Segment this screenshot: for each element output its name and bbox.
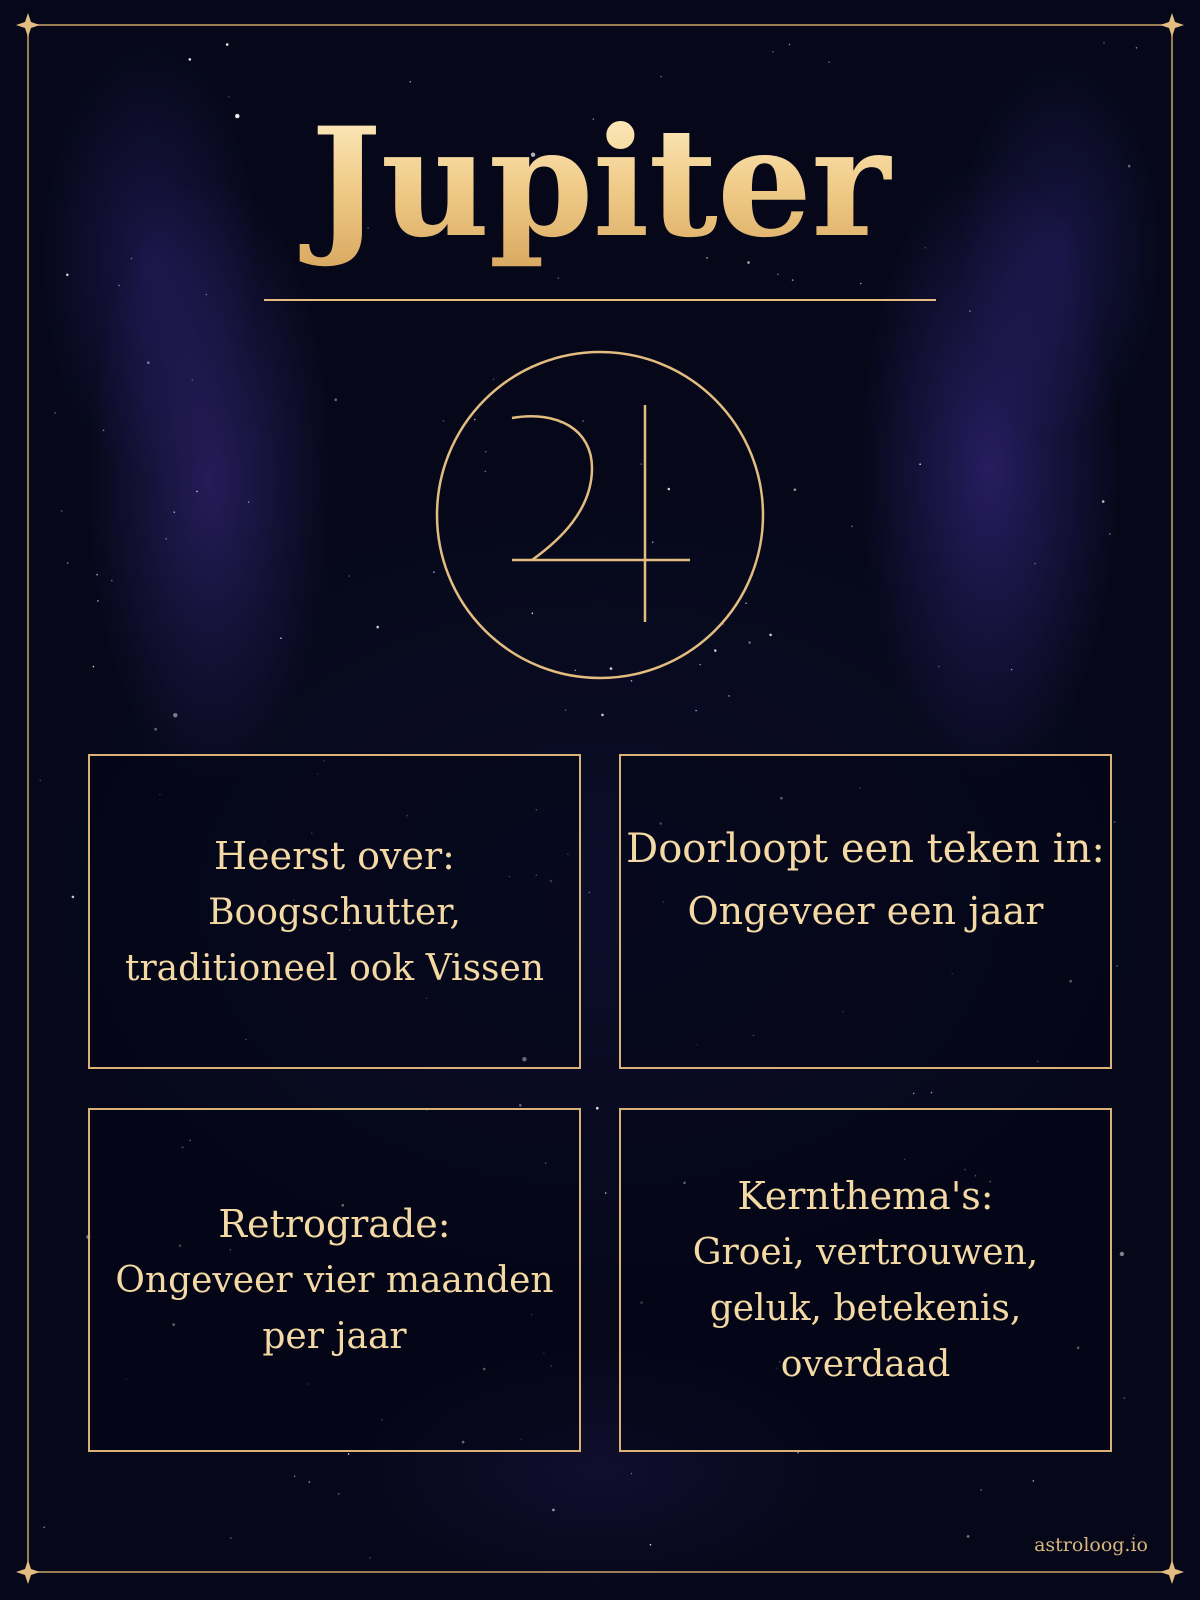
star [589,892,591,894]
star [154,728,157,731]
star [226,43,229,46]
star [828,61,830,63]
star [565,709,567,711]
star [1114,821,1116,823]
star [369,1557,371,1559]
star [1102,500,1105,503]
star [668,488,671,491]
star [794,488,797,491]
star [43,1526,45,1528]
star [66,274,69,277]
star [248,501,250,503]
star [969,310,971,312]
star [93,666,95,668]
star [67,562,69,564]
card-value: Ongeveer een jaar [687,889,1044,933]
star [493,379,495,381]
star [196,491,198,493]
star [485,451,487,453]
star [699,664,701,666]
star [173,713,177,717]
star [1034,563,1036,565]
card-label: Retrograde: [218,1202,451,1246]
watermark: astroloog.io [1034,1534,1148,1556]
card-label: Doorloopt een teken in: [626,826,1105,872]
star [433,571,435,573]
star [348,575,350,577]
star [111,580,113,582]
star [601,714,604,717]
star [1116,965,1118,967]
star [631,1473,633,1475]
star [660,76,662,78]
card-label: Heerst over: [214,833,455,878]
card-sign-duration [619,754,1112,1069]
star [96,574,98,576]
star [777,274,779,276]
star [728,695,730,697]
star [309,1481,311,1483]
star [1011,669,1013,671]
star [443,420,445,422]
star [695,710,697,712]
card-value: Boogschutter, traditioneel ook Vissen [124,891,545,989]
star [165,538,167,540]
star [376,626,379,629]
star [605,1192,607,1194]
star [860,283,862,285]
star [980,1489,982,1491]
star [797,1452,799,1454]
star [338,1493,340,1495]
star [280,637,282,639]
star [967,1535,970,1538]
star [1136,47,1138,49]
star [650,1544,652,1546]
star [1033,1480,1035,1482]
star [931,1092,933,1094]
card-core-themes [619,1108,1112,1452]
star [519,1104,522,1107]
star [1120,1252,1124,1256]
card-rules-over [88,754,581,1069]
star [851,526,853,528]
star [792,279,794,281]
page-title: Jupiter [0,98,1200,268]
star [72,896,75,899]
star [103,430,105,432]
star [474,419,476,421]
star [769,634,772,637]
star [582,420,584,422]
star [913,1093,915,1095]
star [206,294,208,296]
star [552,1509,555,1512]
star [485,471,487,473]
card-value: Ongeveer vier maanden per jaar [115,1260,554,1357]
star [919,463,921,465]
star [54,412,56,414]
jupiter-symbol-icon [437,352,763,678]
star [1109,533,1111,535]
star [938,666,940,668]
star [610,667,613,670]
star [39,780,41,782]
sparkle-icon [1160,1560,1184,1584]
star [532,613,534,615]
card-label: Kernthema's: [737,1174,994,1218]
sparkle-icon [16,13,40,37]
star [641,463,643,465]
star [230,1537,232,1539]
star [189,58,192,61]
star [192,380,194,382]
star [1103,42,1105,44]
star [174,511,176,513]
star [714,649,717,652]
card-value: Groei, vertrouwen, geluk, betekenis, overdaad [692,1232,1039,1385]
sparkle-icon [16,1560,40,1584]
star [147,361,150,364]
star [334,399,337,402]
star [97,600,99,602]
star [772,51,774,53]
star [294,1475,296,1477]
star [596,1107,599,1110]
star [748,641,751,644]
star [118,285,120,287]
card-retrograde [88,1108,581,1452]
star [1124,1397,1126,1399]
star [348,1453,350,1455]
star [789,44,791,46]
star [631,680,633,682]
sparkle-icon [1160,13,1184,37]
star [575,670,577,672]
star [652,541,654,543]
star [61,510,63,512]
star [410,81,412,83]
star [745,603,747,605]
star [558,277,560,279]
